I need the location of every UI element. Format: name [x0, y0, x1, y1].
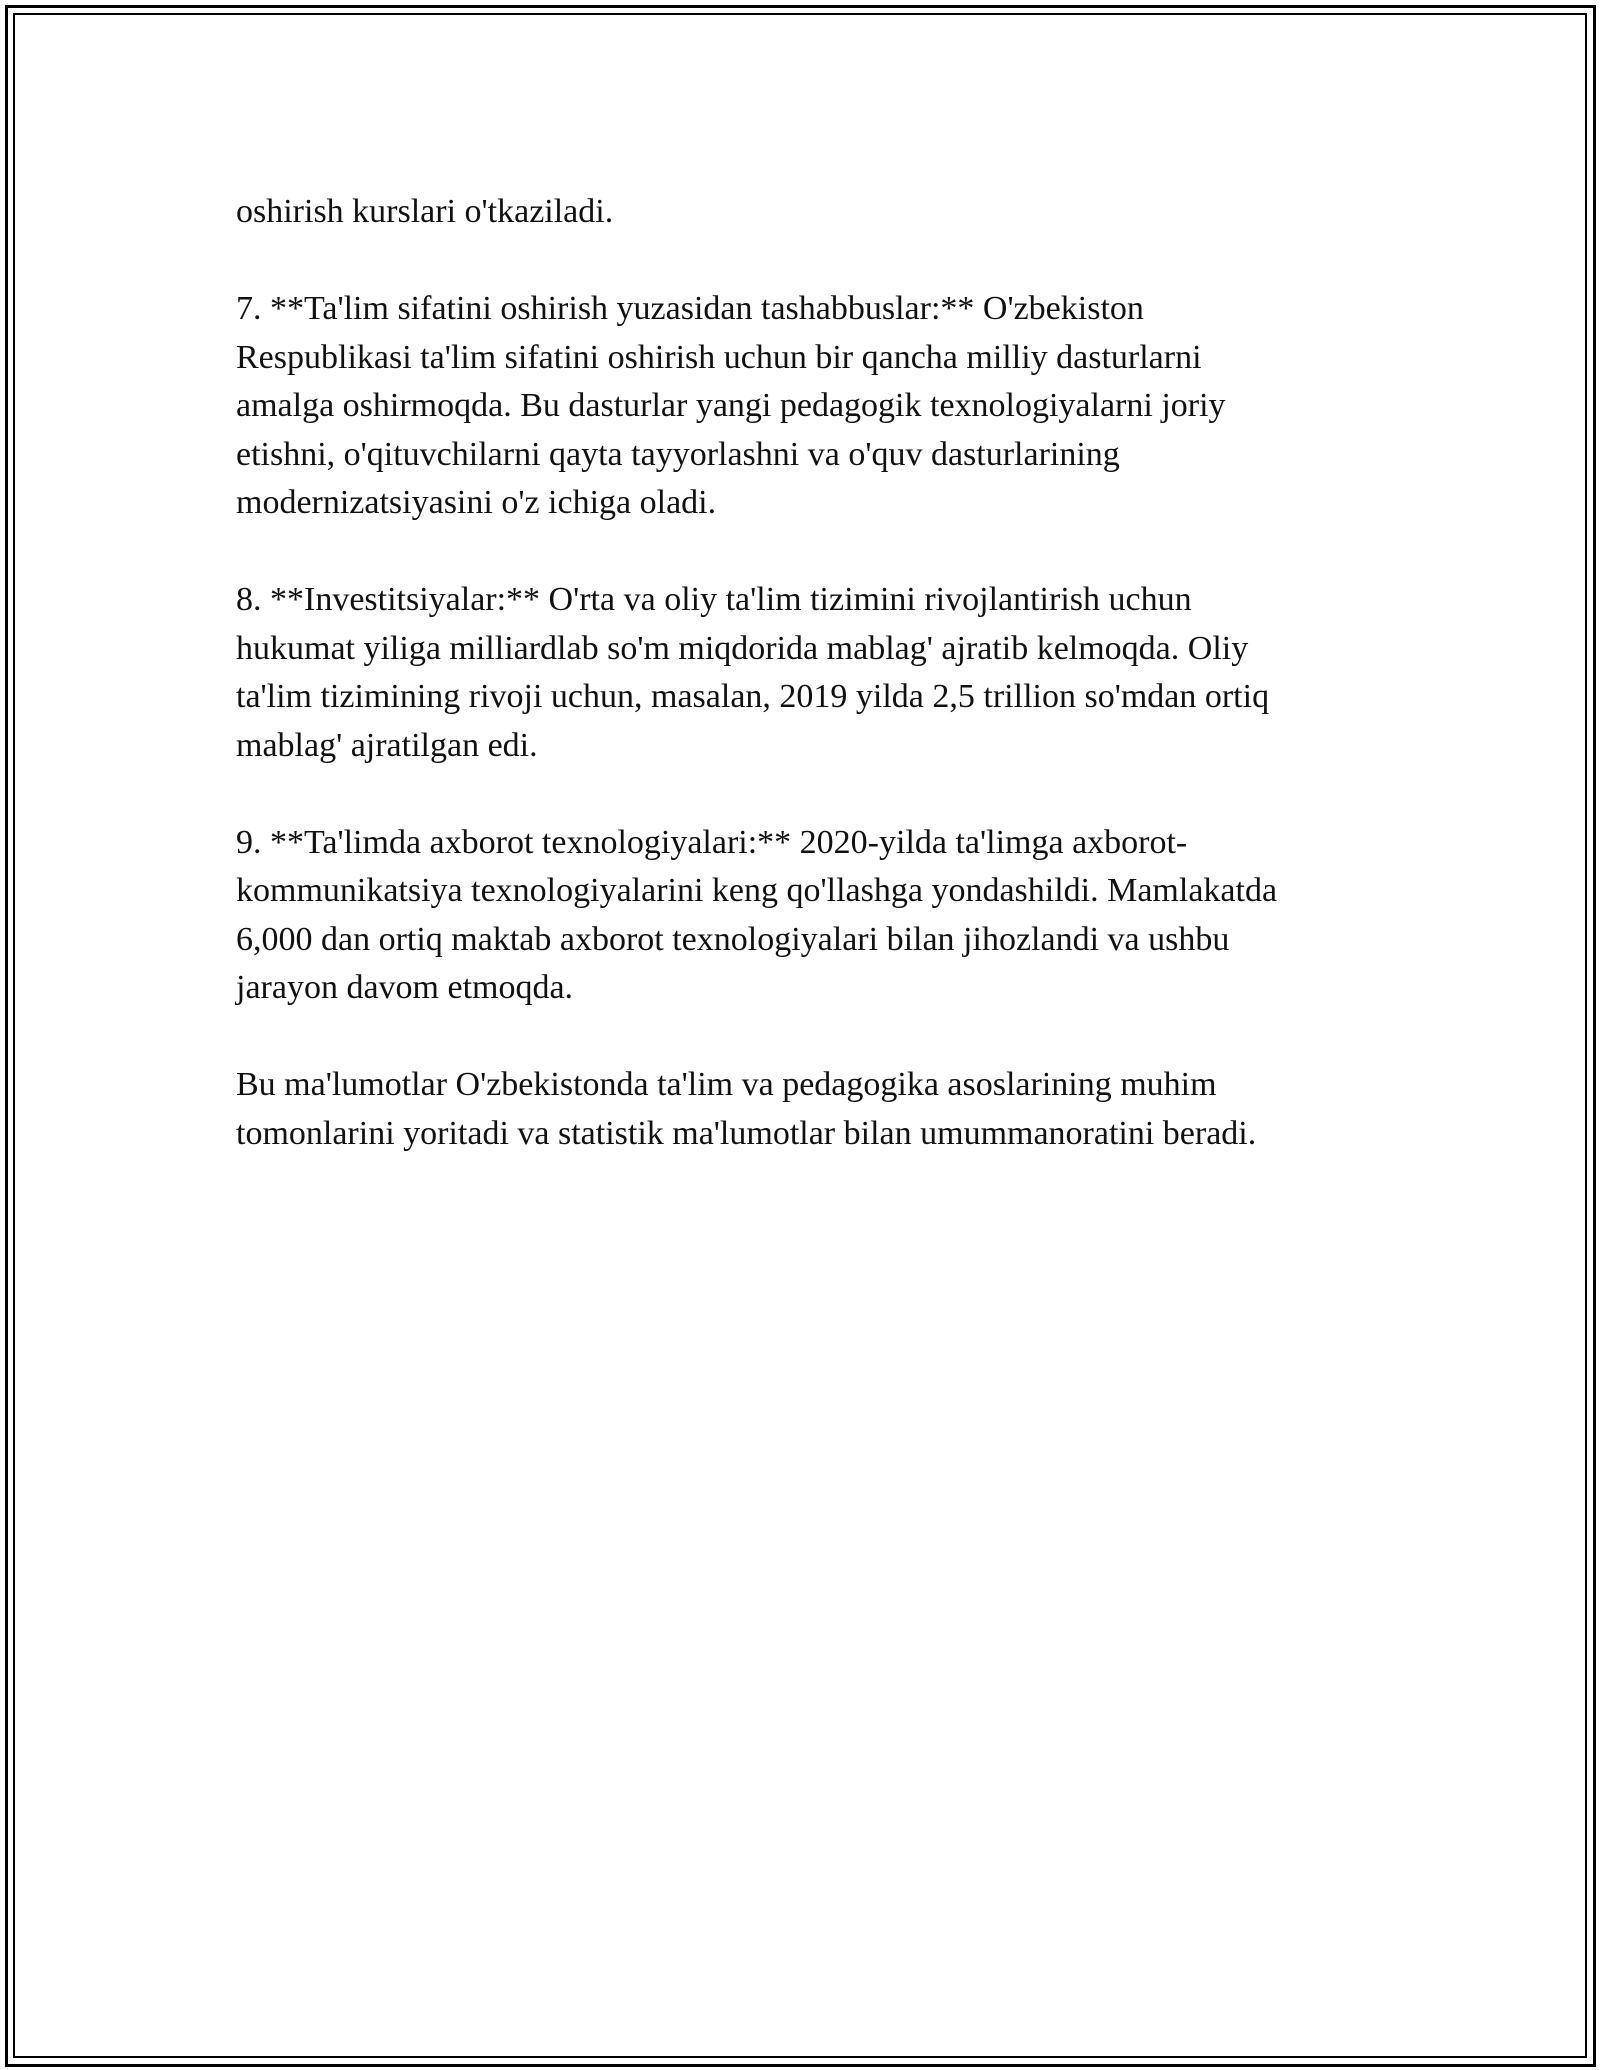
paragraph-item-7-quality-initiatives: 7. **Ta'lim sifatini oshirish yuzasidan tashabbuslar:** O'zbekiston Respublikasi ta'lim sifatini oshirish uchun bir qancha milliy dasturlarni amalga oshirmoqda. Bu dasturlar yangi pedagogik texnologiyalarni joriy etishni, o'qituvchilarni qayta tayyorlashni va o'quv dasturlarining modernizatsiyasini o'z ichiga oladi.: [236, 290, 1226, 521]
paragraph-continuation: oshirish kurslari o'tkaziladi.: [236, 193, 614, 230]
paragraph-conclusion: Bu ma'lumotlar O'zbekistonda ta'lim va pedagogika asoslarining muhim tomonlarini yoritadi va statistik ma'lumotlar bilan umummanoratini beradi.: [236, 1066, 1257, 1152]
document-body: [236, 188, 1386, 1207]
paragraph-item-9-information-technology: 9. **Ta'limda axborot texnologiyalari:** 2020-yilda ta'limga axborot- kommunikatsiya texnologiyalarini keng qo'llashga yondashildi. Mamlakatda 6,000 dan ortiq maktab axborot texnologiyalari bilan jihozlandi va ushbu jarayon davom etmoqda.: [236, 823, 1278, 1006]
paragraph-item-8-investments: 8. **Investitsiyalar:** O'rta va oliy ta'lim tizimini rivojlantirish uchun hukumat yiliga milliardlab so'm miqdorida mablag' ajratib kelmoqda. Oliy ta'lim tizimining rivoji uchun, masalan, 2019 yilda 2,5 trillion so'mdan ortiq mablag' ajratilgan edi.: [236, 581, 1270, 764]
